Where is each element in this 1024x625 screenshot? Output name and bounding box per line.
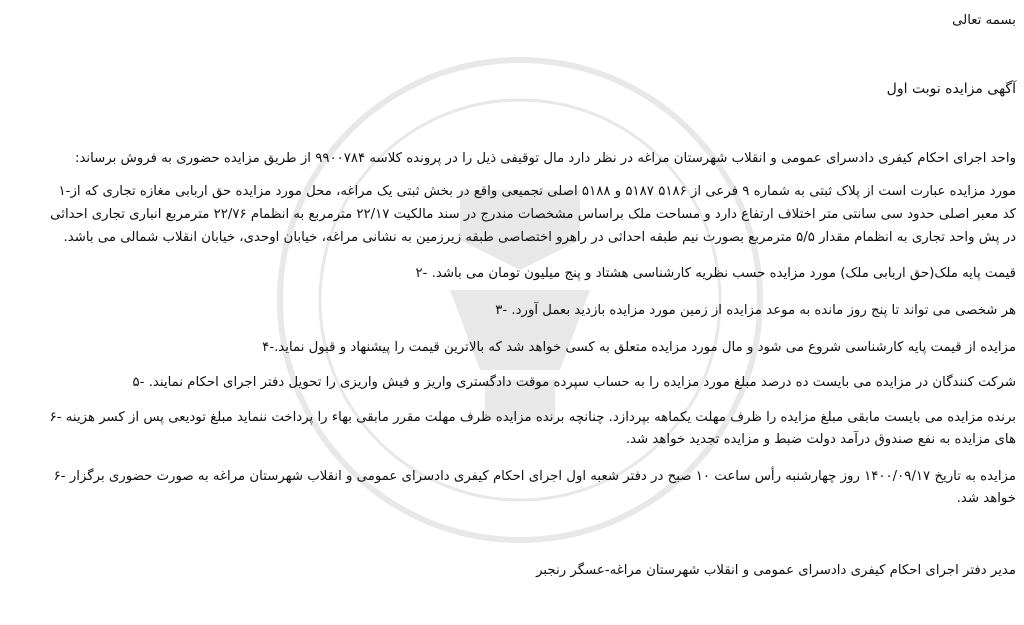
item-4: مزایده از قیمت پایه کارشناسی شروع می شود و مال مورد مزایده متعلق به کسی خواهد شد که بالاترین قیمت را پیشنهاد و قبول نماید.-۴ — [262, 340, 1016, 355]
intro-paragraph: واحد اجرای احکام کیفری دادسرای عمومی و انقلاب شهرستان مراغه در نظر دارد مال توقیفی ذیل را در پرونده کلاسه ۹۹۰۰۷۸۴ از طریق مزایده حضوری به فروش برساند: — [74, 151, 1016, 166]
item-2: قیمت پایه ملک(حق اربابی ملک) مورد مزایده حسب نظریه کارشناسی هشتاد و پنج میلیون تومان می باشد. -۲ — [415, 266, 1016, 281]
heading: بسمه تعالی — [952, 13, 1016, 28]
item-1-line-1: مورد مزایده عبارت است از پلاک ثبتی به شماره ۹ فرعی از ۵۱۸۶ ۵۱۸۷ و ۵۱۸۸ اصلی تجمیعی واقع در بخش ثبتی یک مراغه، محل مورد مزایده حق اربابی مغازه تجاری که از-۱ — [58, 184, 1016, 199]
item-6-line-2: های مزایده به نفع صندوق درآمد دولت ضبط و مزایده تجدید خواهد شد. — [625, 432, 1016, 447]
item-5: شرکت کنندگان در مزایده می بایست ده درصد مبلغ مورد مزایده را به حساب سپرده موقت دادگستری واریز و فیش واریزی را تحویل دفتر اجرای احکام نمایند. -۵ — [132, 375, 1016, 390]
item-1-line-2: کد معبر اصلی حدود سی سانتی متر اختلاف ارتفاع دارد و مساحت ملک براساس مشخصات مندرج در سند مالکیت ۲۲/۱۷ مترمربع به انظمام ۲۲/۷۶ مترمربع انباری تجاری احداثی — [50, 207, 1016, 222]
item-7-line-2: خواهد شد. — [956, 491, 1016, 506]
item-7-line-1: مزایده به تاریخ ۱۴۰۰/۰۹/۱۷ روز چهارشنبه رأس ساعت ۱۰ صبح در دفتر شعبه اول اجرای احکام کیفری دادسرای عمومی و انقلاب شهرستان مراغه به صورت حضوری برگزار -۶ — [53, 469, 1016, 484]
item-3: هر شخصی می تواند تا پنج روز مانده به موعد مزایده از زمین مورد مزایده بازدید بعمل آورد. -۳ — [495, 303, 1016, 318]
item-6-line-1: برنده مزایده می بایست مابقی مبلغ مزایده را ظرف مهلت یکماهه بپردازد. چنانچه برنده مزایده ظرف مهلت مقرر مابقی بهاء را پرداخت ننماید مبلغ تودیعی پس از کسر هزینه -۶ — [49, 410, 1016, 425]
page-title: آگهی مزایده نوبت اول — [886, 81, 1016, 97]
item-1-line-3: در پش واحد تجاری به انظمام مقدار ۵/۵ مترمربع بصورت نیم طبقه احداثی در راهرو اختصاصی طبقه زیرزمین به نشانی مراغه، خیابان اوحدی، خیابان انقلاب شمالی می باشد. — [63, 230, 1016, 245]
signature: مدیر دفتر اجرای احکام کیفری دادسرای عمومی و انقلاب شهرستان مراغه-عسگر رنجبر — [536, 563, 1016, 578]
